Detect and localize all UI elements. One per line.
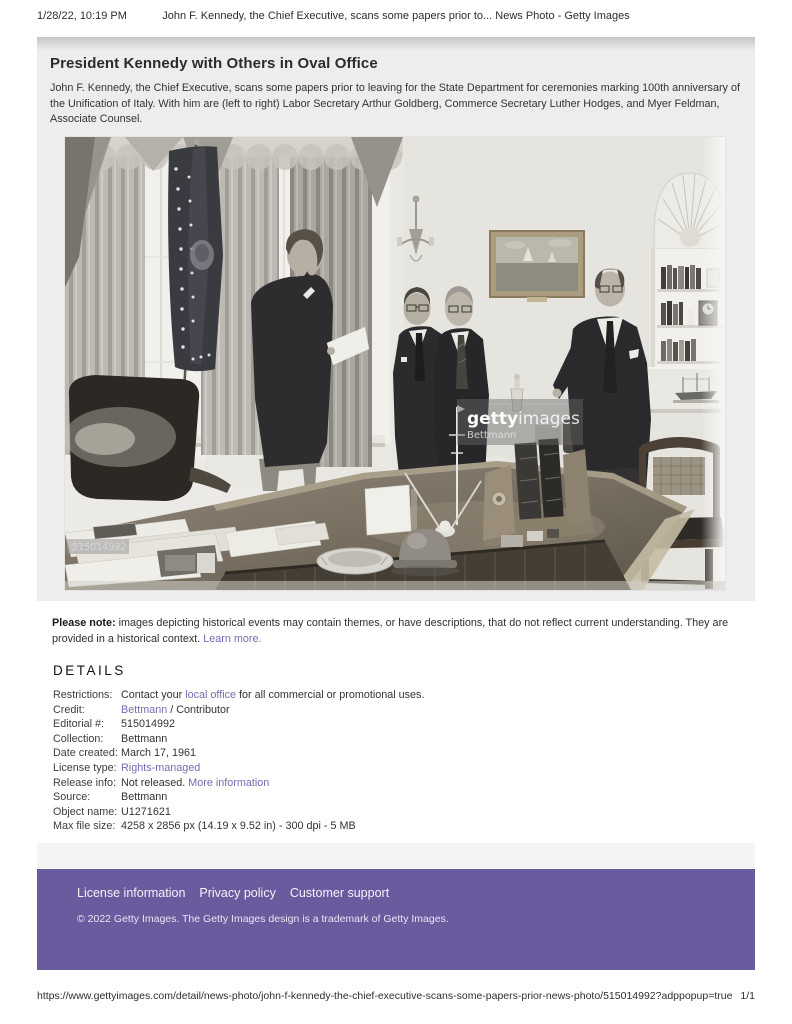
details-link[interactable]: local office (185, 689, 237, 701)
details-value (121, 761, 200, 776)
details-value-text: March 17, 1961 (121, 747, 197, 760)
oval-office-photo (65, 137, 725, 590)
details-label: Max file size: (53, 820, 116, 833)
footer-link[interactable]: License information (77, 886, 186, 900)
details-row (53, 761, 713, 776)
details-link[interactable]: Rights-managed (121, 761, 201, 774)
details-label: Source: (53, 791, 91, 804)
site-footer (37, 869, 755, 970)
details-value-text: 515014992 (121, 718, 176, 731)
details-row (53, 805, 713, 820)
watermark-credit: Bettmann (467, 430, 517, 441)
learn-more-link[interactable]: Learn more. (203, 633, 262, 646)
details-heading: DETAILS (53, 663, 126, 678)
print-url: https://www.gettyimages.com/detail/news-photo/john-f-kennedy-the-chief-executive-scans-some-papers-prior-news-photo/515014992?adppopup=true (37, 990, 733, 1002)
notice-bold: Please note: (52, 617, 116, 629)
details-value-text: Bettmann (121, 732, 168, 745)
details-label: Collection: (53, 732, 104, 745)
print-footer (37, 990, 755, 1002)
details-row (53, 688, 713, 703)
details-row (53, 746, 713, 761)
photo-id-watermark: 515014992 (72, 542, 127, 553)
print-page-indicator: 1/1 (740, 990, 755, 1002)
details-label: Editorial #: (53, 718, 105, 731)
details-value (121, 790, 167, 805)
details-value-text: U1271621 (121, 805, 171, 818)
details-label: Object name: (53, 805, 118, 818)
details-row (53, 776, 713, 791)
details-label: Credit: (53, 703, 85, 716)
details-label: Date created: (53, 747, 118, 760)
details-value-text: Not released. (121, 776, 189, 789)
details-value (121, 703, 230, 718)
content-card (37, 37, 755, 601)
photo-title: President Kennedy with Others in Oval Office (50, 55, 378, 72)
details-value-text: for all commercial or promotional uses. (236, 689, 425, 701)
notice-text: images depicting historical events may contain themes, or have descriptions, that do not reflect current understanding. They are provided in a historical context. (52, 617, 729, 646)
details-row (53, 732, 713, 747)
details-value-text: / Contributor (167, 703, 230, 716)
footer-link[interactable]: Privacy policy (199, 886, 276, 900)
details-table (53, 688, 713, 834)
details-row (53, 703, 713, 718)
details-value-text: Contact your (121, 689, 186, 701)
print-page-title: John F. Kennedy, the Chief Executive, scans some papers prior to... News Photo - Getty Images (162, 10, 630, 22)
details-value (121, 732, 167, 747)
details-label: License type: (53, 761, 117, 774)
details-label: Restrictions: (53, 689, 113, 701)
details-link[interactable]: Bettmann (121, 703, 168, 716)
print-datetime: 1/28/22, 10:19 PM (37, 10, 127, 22)
details-value (121, 717, 175, 732)
details-value (121, 688, 424, 703)
copyright-text: © 2022 Getty Images. The Getty Images design is a trademark of Getty Images. (77, 913, 449, 925)
historical-notice (52, 615, 754, 647)
photo-description: John F. Kennedy, the Chief Executive, scans some papers prior to leaving for the State Department for ceremonies marking 100th anniversary of the Unification of Italy. With him are (left to right) Labor Secretary Arthur Goldberg, Commerce Secretary Luther Hodges, and Myer Feldman, Associate Counsel. (50, 82, 740, 126)
details-row (53, 790, 713, 805)
details-value (121, 746, 196, 761)
getty-watermark: gettyimages (467, 409, 580, 429)
details-value-text: Bettmann (121, 791, 168, 804)
photo-illustration (65, 137, 725, 590)
footer-link[interactable]: Customer support (289, 886, 390, 900)
footer-links (77, 886, 755, 900)
details-link[interactable]: More information (188, 776, 270, 789)
details-value (121, 776, 269, 791)
details-row (53, 819, 713, 834)
details-row (53, 717, 713, 732)
print-header (37, 10, 755, 26)
details-value-text: 4258 x 2856 px (14.19 x 9.52 in) - 300 dpi - 5 MB (121, 820, 356, 833)
details-value (121, 805, 171, 820)
details-value (121, 819, 356, 834)
details-label: Release info: (53, 776, 117, 789)
prefooter-strip (37, 843, 755, 868)
